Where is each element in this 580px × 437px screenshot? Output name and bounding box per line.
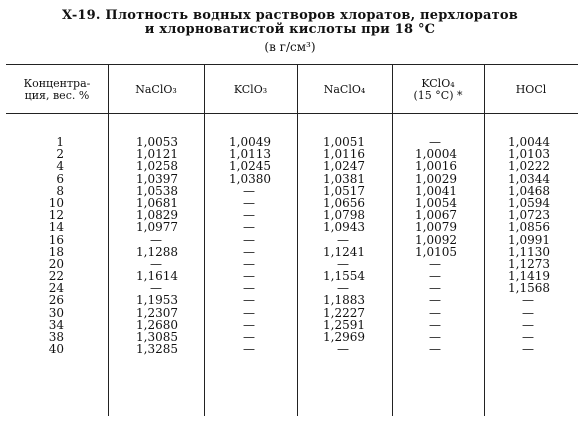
table-cell: 1,0029 bbox=[415, 171, 457, 186]
table-cell: 1,0103 bbox=[508, 147, 550, 162]
table-cell: — bbox=[429, 342, 441, 357]
table-cell: 1,0538 bbox=[136, 183, 178, 198]
table-cell: 1,1288 bbox=[136, 244, 178, 259]
table-cell: 18 bbox=[48, 244, 64, 259]
table-cell: 1,2969 bbox=[323, 330, 365, 344]
table-cell: 1,0977 bbox=[136, 220, 178, 235]
table-cell: 1,0079 bbox=[415, 220, 457, 235]
table-cell: — bbox=[243, 244, 255, 259]
table-cell: — bbox=[522, 342, 534, 357]
table-cell: 1,0594 bbox=[508, 195, 550, 210]
table-cell: — bbox=[243, 305, 255, 320]
table-cell: 1,1419 bbox=[508, 269, 550, 284]
table-cell: 26 bbox=[48, 293, 64, 308]
table-cell: 1,0049 bbox=[229, 135, 271, 149]
table-cell: — bbox=[243, 195, 255, 210]
table-cell: 1,0004 bbox=[415, 147, 457, 162]
table-cell: — bbox=[243, 330, 255, 344]
table-title-line-1: X-19. Плотность водных растворов хлоратов, перхлоратов bbox=[62, 8, 518, 23]
table-cell: 1,0053 bbox=[136, 135, 178, 149]
table-cell: 1,1614 bbox=[136, 269, 178, 284]
table-cell: 1,0468 bbox=[508, 183, 550, 198]
table-cell: — bbox=[337, 256, 349, 271]
table-cell: 1,0397 bbox=[136, 171, 178, 186]
column-divider bbox=[392, 64, 393, 416]
table-cell: 1,0016 bbox=[415, 159, 457, 174]
table-cell: — bbox=[337, 232, 349, 247]
header-kclo4: KClO₄ (15 °C) * bbox=[413, 77, 463, 102]
table-cell: 1,0723 bbox=[508, 208, 550, 223]
table-cell: 1,1273 bbox=[508, 256, 550, 271]
table-cell: — bbox=[150, 256, 162, 271]
table-cell: — bbox=[337, 342, 349, 357]
table-cell: 1,0798 bbox=[323, 208, 365, 223]
table-cell: 1,0247 bbox=[323, 159, 365, 174]
table-cell: — bbox=[243, 183, 255, 198]
header-naclo3: NaClO₃ bbox=[135, 83, 177, 96]
table-cell: 10 bbox=[48, 195, 64, 210]
table-cell: 1,0044 bbox=[508, 135, 550, 149]
table-cell: 1,1130 bbox=[508, 244, 550, 259]
table-cell: 30 bbox=[48, 305, 64, 320]
table-cell: 1,0344 bbox=[508, 171, 550, 186]
table-cell: 1,2227 bbox=[323, 305, 365, 320]
table-cell: — bbox=[243, 281, 255, 296]
column-naclo4 bbox=[323, 136, 365, 355]
table-cell: 1,0116 bbox=[323, 147, 365, 162]
header-concentration: Концентра- ция, вес. % bbox=[23, 77, 91, 102]
table-cell: 12 bbox=[48, 208, 64, 223]
table-cell: — bbox=[429, 330, 441, 344]
table-cell: 1,0105 bbox=[415, 244, 457, 259]
table-title-line-2: и хлорноватистой кислоты при 18 °C bbox=[144, 22, 436, 37]
table-cell: 1,0041 bbox=[415, 183, 457, 198]
table-cell: — bbox=[243, 220, 255, 235]
column-divider bbox=[484, 64, 485, 416]
table-cell: 1,0222 bbox=[508, 159, 550, 174]
table-cell: 1,0681 bbox=[136, 195, 178, 210]
header-bottom-rule bbox=[6, 113, 578, 114]
table-cell: 1,0656 bbox=[323, 195, 365, 210]
table-cell: 1,1241 bbox=[323, 244, 365, 259]
column-kclo3 bbox=[229, 136, 271, 355]
column-divider bbox=[108, 64, 109, 416]
table-cell: — bbox=[522, 330, 534, 344]
table-cell: 16 bbox=[48, 232, 64, 247]
header-kclo3: KClO₃ bbox=[233, 83, 268, 96]
table-cell: — bbox=[243, 232, 255, 247]
table-cell: 1,0258 bbox=[136, 159, 178, 174]
table-cell: — bbox=[243, 269, 255, 284]
units-label: (в г/см³) bbox=[264, 40, 316, 54]
table-cell: 1,0380 bbox=[229, 171, 271, 186]
column-naclo3 bbox=[136, 136, 178, 355]
table-cell: 38 bbox=[48, 330, 64, 344]
table-cell: — bbox=[243, 317, 255, 332]
table-cell: 1 bbox=[56, 135, 64, 149]
header-hocl: HOCl bbox=[515, 83, 547, 96]
table-cell: 4 bbox=[56, 159, 64, 174]
table-cell: — bbox=[243, 293, 255, 308]
header-naclo4: NaClO₄ bbox=[323, 83, 366, 96]
table-cell: 1,0067 bbox=[415, 208, 457, 223]
table-cell: 1,1883 bbox=[323, 293, 365, 308]
table-cell: 40 bbox=[48, 342, 64, 357]
table-cell: 14 bbox=[48, 220, 64, 235]
table-cell: — bbox=[150, 232, 162, 247]
table-cell: 1,1568 bbox=[508, 281, 550, 296]
table-cell: 1,2591 bbox=[323, 317, 365, 332]
table-cell: — bbox=[429, 293, 441, 308]
table-cell: 1,0245 bbox=[229, 159, 271, 174]
table-cell: 1,0113 bbox=[229, 147, 271, 162]
table-cell: 1,0829 bbox=[136, 208, 178, 223]
table-cell: 1,0943 bbox=[323, 220, 365, 235]
table-cell: — bbox=[429, 281, 441, 296]
column-concentration bbox=[14, 136, 64, 355]
table-cell: 1,1953 bbox=[136, 293, 178, 308]
table-cell: 1,1554 bbox=[323, 269, 365, 284]
table-cell: — bbox=[429, 135, 441, 149]
table-cell: 8 bbox=[56, 183, 64, 198]
table-cell: 1,0121 bbox=[136, 147, 178, 162]
table-cell: — bbox=[337, 281, 349, 296]
table-top-rule bbox=[6, 64, 578, 65]
table-cell: 1,0054 bbox=[415, 195, 457, 210]
table-cell: 1,3285 bbox=[136, 342, 178, 357]
table-cell: 1,3085 bbox=[136, 330, 178, 344]
table-cell: — bbox=[150, 281, 162, 296]
column-hocl bbox=[508, 136, 550, 355]
table-cell: — bbox=[429, 269, 441, 284]
table-cell: 1,0092 bbox=[415, 232, 457, 247]
table-cell: 20 bbox=[48, 256, 64, 271]
table-cell: — bbox=[429, 256, 441, 271]
table-cell: 1,0381 bbox=[323, 171, 365, 186]
column-divider bbox=[204, 64, 205, 416]
table-cell: — bbox=[243, 256, 255, 271]
table-cell: 1,0517 bbox=[323, 183, 365, 198]
table-cell: 22 bbox=[48, 269, 64, 284]
table-cell: — bbox=[522, 317, 534, 332]
table-cell: 1,0991 bbox=[508, 232, 550, 247]
table-cell: 24 bbox=[48, 281, 64, 296]
table-cell: — bbox=[243, 342, 255, 357]
column-kclo4 bbox=[415, 136, 457, 355]
table-cell: — bbox=[522, 293, 534, 308]
table-cell: — bbox=[243, 208, 255, 223]
table-cell: 6 bbox=[56, 171, 64, 186]
table-cell: 34 bbox=[48, 317, 64, 332]
column-divider bbox=[297, 64, 298, 416]
table-cell: 1,2307 bbox=[136, 305, 178, 320]
table-cell: 2 bbox=[56, 147, 64, 162]
table-cell: 1,0051 bbox=[323, 135, 365, 149]
table-cell: — bbox=[522, 305, 534, 320]
table-cell: — bbox=[429, 305, 441, 320]
table-cell: 1,0856 bbox=[508, 220, 550, 235]
table-cell: 1,2680 bbox=[136, 317, 178, 332]
table-cell: — bbox=[429, 317, 441, 332]
